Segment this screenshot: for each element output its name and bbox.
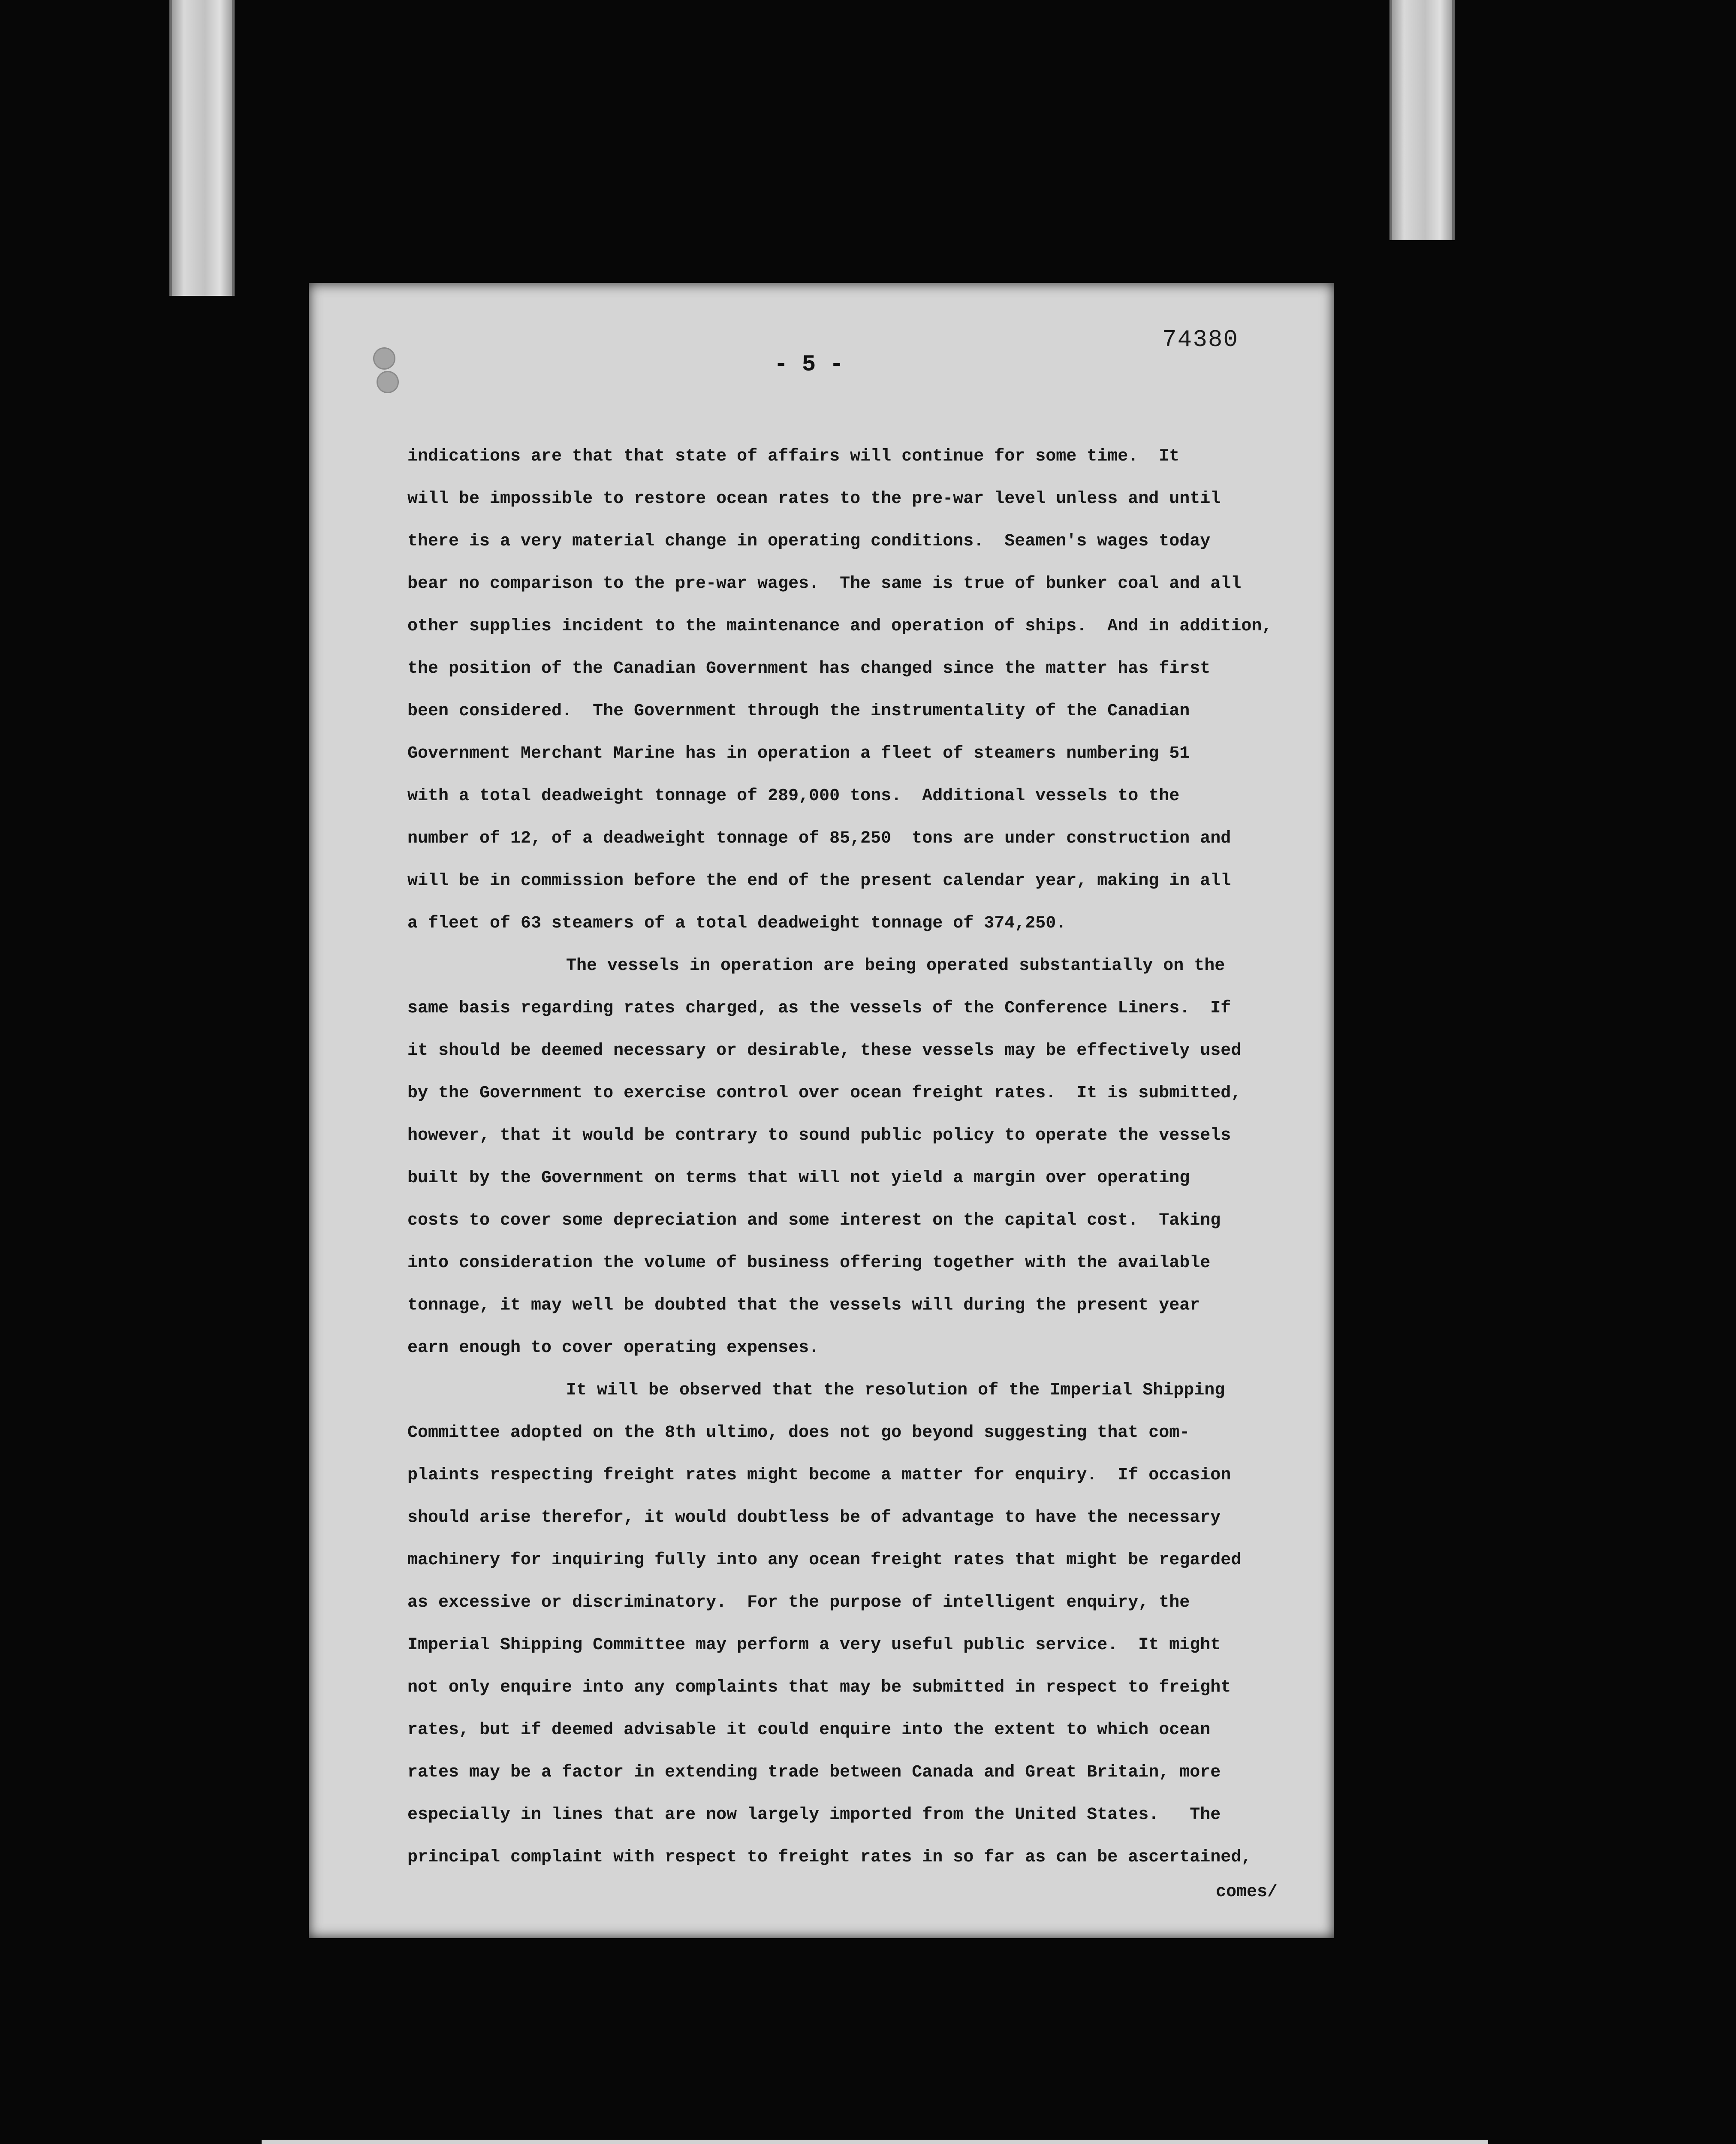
body-text [407,435,1299,1879]
text-line: same basis regarding rates charged, as the vessels of the Conference Liners. If [407,999,1231,1018]
text-line: rates may be a factor in extending trade between Canada and Great Britain, more [407,1763,1221,1782]
tape-strip-top-right [1389,0,1455,240]
text-line: costs to cover some depreciation and some interest on the capital cost. Taking [407,1211,1221,1230]
continuation-word: comes/ [1216,1882,1278,1902]
text-line: the position of the Canadian Government has changed since the matter has first [407,659,1211,678]
text-line: by the Government to exercise control over ocean freight rates. It is submitted, [407,1084,1242,1103]
text-line: especially in lines that are now largely imported from the United States. The [407,1805,1221,1825]
text-line: Government Merchant Marine has in operation a fleet of steamers numbering 51 [407,744,1190,763]
punch-hole-upper [373,347,395,370]
text-line: as excessive or discriminatory. For the purpose of intelligent enquiry, the [407,1593,1190,1612]
text-line: a fleet of 63 steamers of a total deadweight tonnage of 374,250. [407,914,1067,933]
text-line: other supplies incident to the maintenance and operation of ships. And in addition, [407,617,1272,636]
text-line: not only enquire into any complaints that may be submitted in respect to freight [407,1678,1231,1697]
text-line: will be in commission before the end of the present calendar year, making in all [407,871,1231,891]
text-line: bear no comparison to the pre-war wages. The same is true of bunker coal and all [407,574,1242,593]
document-page [309,283,1334,1938]
text-line: plaints respecting freight rates might become a matter for enquiry. If occasion [407,1466,1231,1485]
page-number: - 5 - [774,352,844,378]
text-line: should arise therefor, it would doubtless be of advantage to have the necessary [407,1508,1221,1527]
text-line: machinery for inquiring fully into any ocean freight rates that might be regarded [407,1551,1242,1570]
text-line: earn enough to cover operating expenses. [407,1338,820,1358]
reference-number: 74380 [1162,326,1239,353]
archive-stamp [262,2140,1488,2144]
text-line: into consideration the volume of business offering together with the available [407,1253,1211,1273]
text-line: indications are that that state of affairs will continue for some time. It [407,447,1180,466]
text-line: will be impossible to restore ocean rates to the pre-war level unless and until [407,489,1221,509]
text-line: principal complaint with respect to freight rates in so far as can be ascertained, [407,1848,1252,1867]
tape-strip-top-left [169,0,235,296]
text-line: Imperial Shipping Committee may perform a very useful public service. It might [407,1635,1221,1655]
text-line: Committee adopted on the 8th ultimo, does not go beyond suggesting that com- [407,1423,1190,1442]
text-line: it should be deemed necessary or desirable, these vessels may be effectively used [407,1041,1242,1060]
text-line: rates, but if deemed advisable it could enquire into the extent to which ocean [407,1720,1211,1740]
text-line: The vessels in operation are being operated substantially on the [566,956,1225,976]
text-line: been considered. The Government through the instrumentality of the Canadian [407,702,1190,721]
text-line: number of 12, of a deadweight tonnage of 85,250 tons are under construction and [407,829,1231,848]
text-line: with a total deadweight tonnage of 289,000 tons. Additional vessels to the [407,786,1180,806]
text-line: however, that it would be contrary to sound public policy to operate the vessels [407,1126,1231,1145]
text-line: tonnage, it may well be doubted that the vessels will during the present year [407,1296,1200,1315]
text-line: there is a very material change in operating conditions. Seamen's wages today [407,532,1211,551]
text-line: built by the Government on terms that will not yield a margin over operating [407,1168,1190,1188]
punch-hole-lower [377,371,399,393]
text-line: It will be observed that the resolution of the Imperial Shipping [566,1381,1225,1400]
